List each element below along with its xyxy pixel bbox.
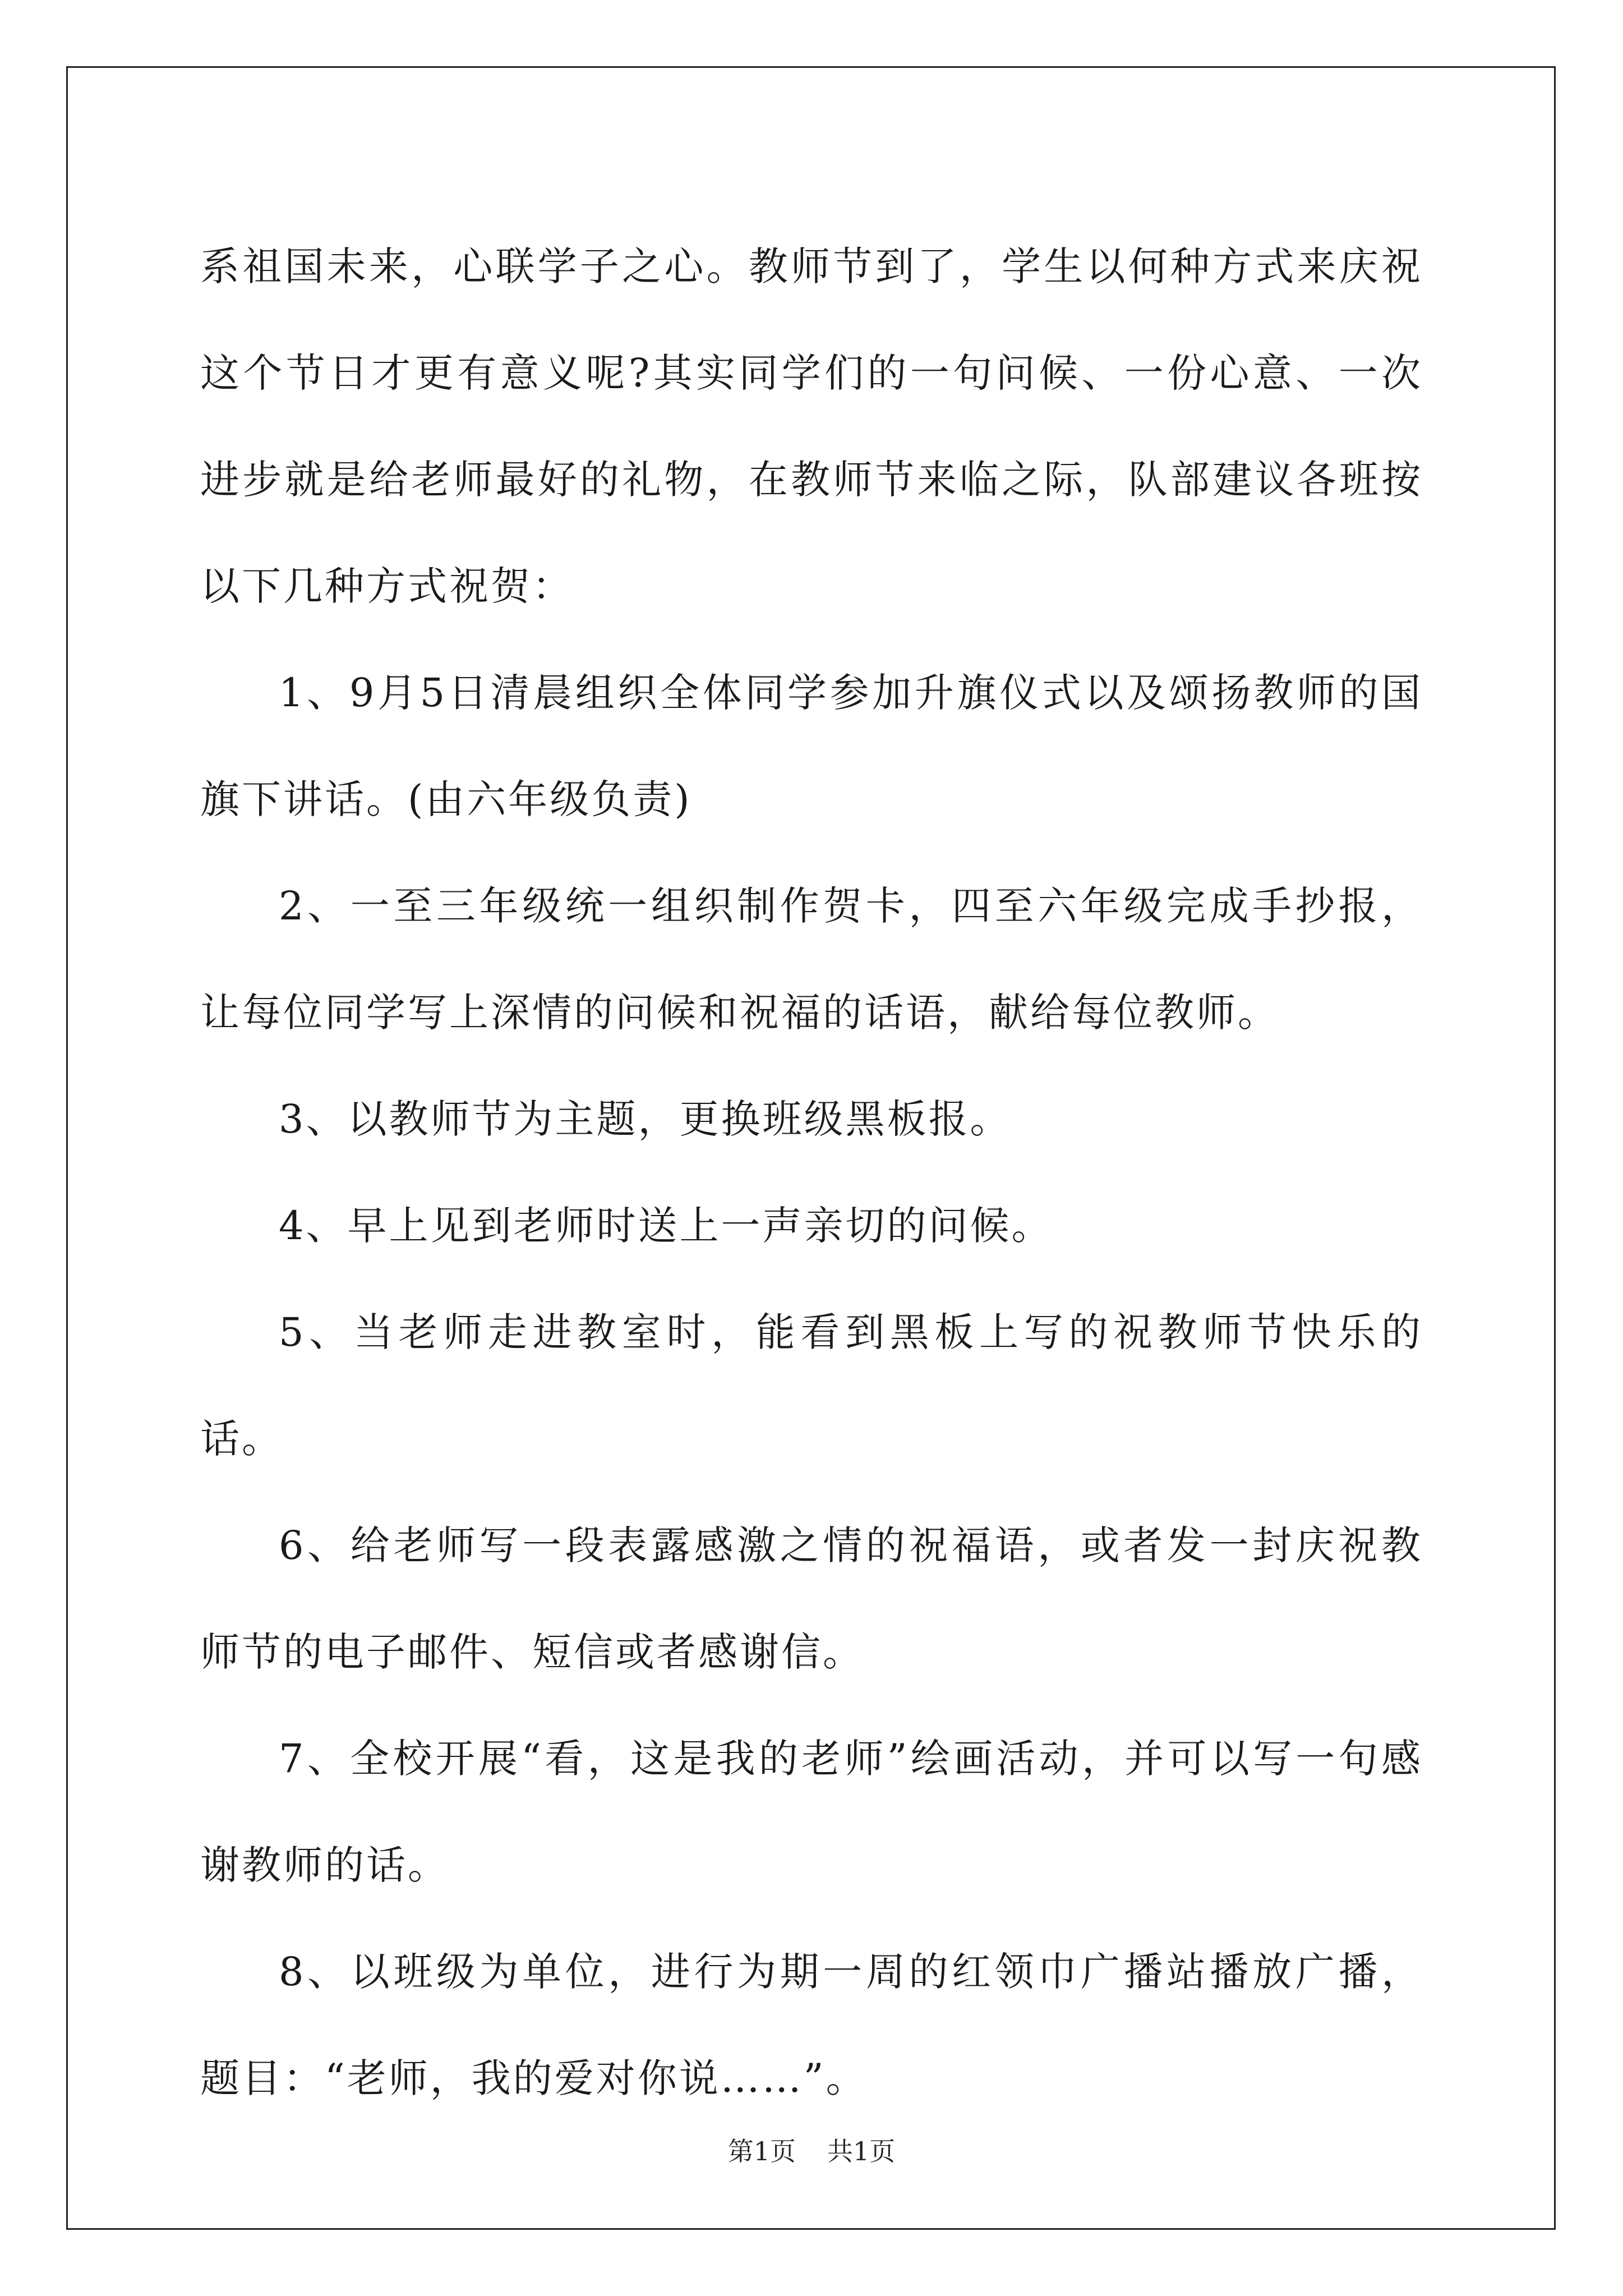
page-footer [0, 2134, 1623, 2168]
paragraph-7: 6、给老师写一段表露感激之情的祝福语，或者发一封庆祝教师节的电子邮件、短信或者感谢信。 [200, 1522, 1423, 1675]
document-body [200, 213, 1423, 2132]
paragraph-8: 7、全校开展“看，这是我的老师”绘画活动，并可以写一句感谢教师的话。 [200, 1736, 1423, 1888]
paragraph-4: 3、以教师节为主题，更换班级黑板报。 [279, 1096, 1012, 1142]
paragraph-6: 5、当老师走进教室时，能看到黑板上写的祝教师节快乐的话。 [200, 1309, 1423, 1462]
paragraph-2: 1、9月5日清晨组织全体同学参加升旗仪式以及颂扬教师的国旗下讲话。(由六年级负责) [200, 670, 1423, 822]
paragraph-5: 4、早上见到老师时送上一声亲切的问候。 [279, 1203, 1053, 1249]
page-number-current: 第1页 [727, 2136, 796, 2166]
paragraph-1: 系祖国未来，心联学子之心。教师节到了，学生以何种方式来庆祝这个节日才更有意义呢?其实同学们的一句问候、一份心意、一次进步就是给老师最好的礼物，在教师节来临之际，队部建议各班按以下几种方式祝贺： [200, 243, 1423, 609]
page-number-total: 共1页 [827, 2136, 896, 2166]
paragraph-3: 2、一至三年级统一组织制作贺卡，四至六年级完成手抄报，让每位同学写上深情的问候和祝福的话语，献给每位教师。 [200, 883, 1423, 1036]
paragraph-9: 8、以班级为单位，进行为期一周的红领巾广播站播放广播，题目：“老师，我的爱对你说……”。 [200, 1949, 1423, 2101]
